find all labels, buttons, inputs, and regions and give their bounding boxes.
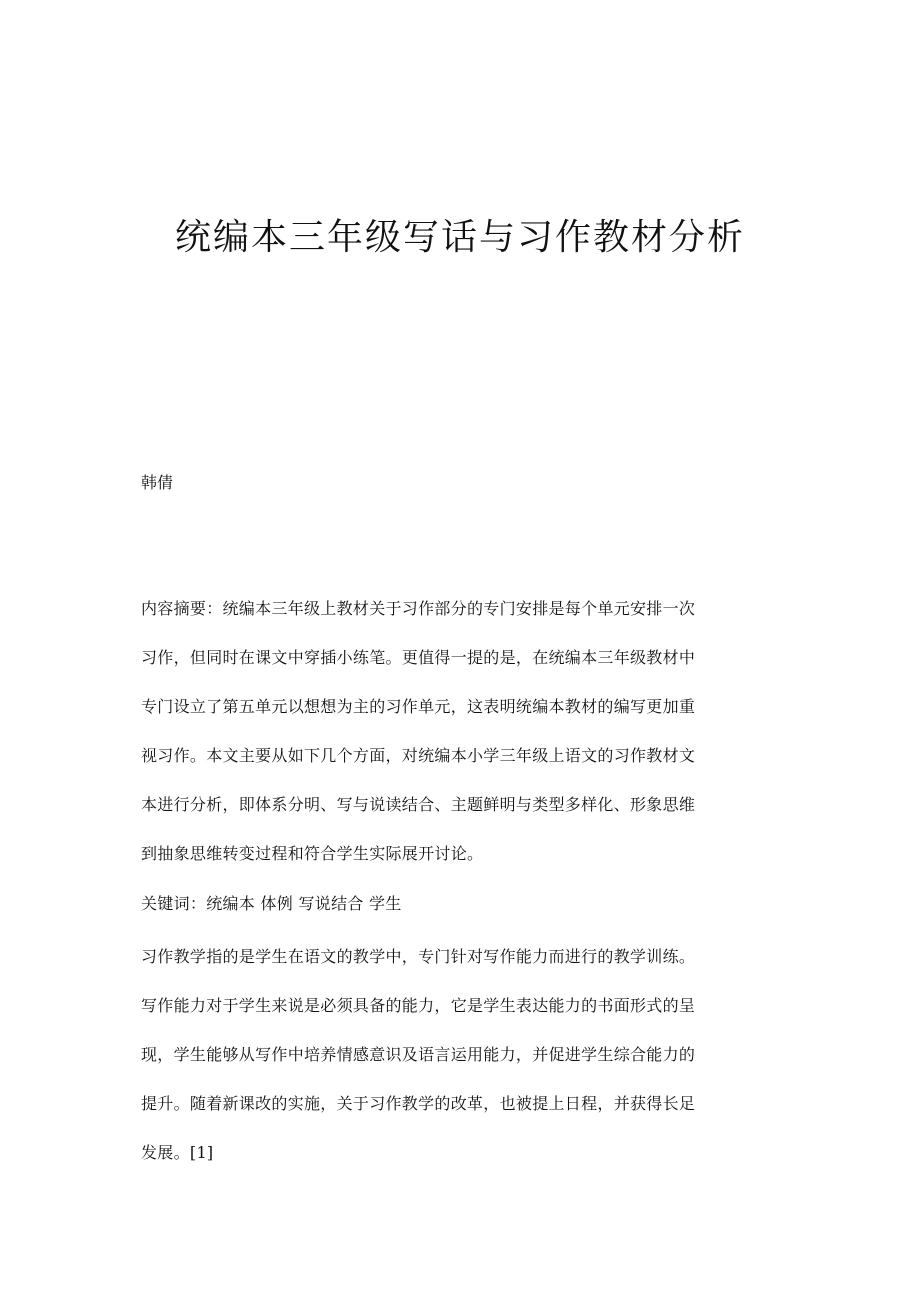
abstract-paragraph [141,597,781,891]
body-line: 发展。[1] [141,1143,214,1162]
abstract-line: 内容摘要：统编本三年级上教材关于习作部分的专门安排是每个单元安排一次 [141,599,696,618]
abstract-line: 本进行分析，即体系分明、写与说读结合、主题鲜明与类型多样化、形象思维 [141,795,696,814]
abstract-line: 到抽象思维转变过程和符合学生实际展开讨论。 [141,844,484,863]
keywords-paragraph [141,892,781,941]
author-name: 韩倩 [141,473,174,492]
body-paragraph [141,945,781,1190]
document-title: 统编本三年级写话与习作教材分析 [174,217,745,258]
abstract-line: 视习作。本文主要从如下几个方面，对统编本小学三年级上语文的习作教材文 [141,746,696,765]
abstract-line: 习作，但同时在课文中穿插小练笔。更值得一提的是，在统编本三年级教材中 [141,648,696,667]
body-line: 习作教学指的是学生在语文的教学中，专门针对写作能力而进行的教学训练。 [141,947,696,966]
body-line: 提升。随着新课改的实施，关于习作教学的改革，也被提上日程，并获得长足 [141,1094,696,1113]
body-line: 现，学生能够从写作中培养情感意识及语言运用能力，并促进学生综合能力的 [141,1045,696,1064]
abstract-line: 专门设立了第五单元以想想为主的习作单元，这表明统编本教材的编写更加重 [141,697,696,716]
body-line: 写作能力对于学生来说是必须具备的能力，它是学生表达能力的书面形式的呈 [141,996,696,1015]
keywords-line: 关键词：统编本 体例 写说结合 学生 [141,894,402,913]
